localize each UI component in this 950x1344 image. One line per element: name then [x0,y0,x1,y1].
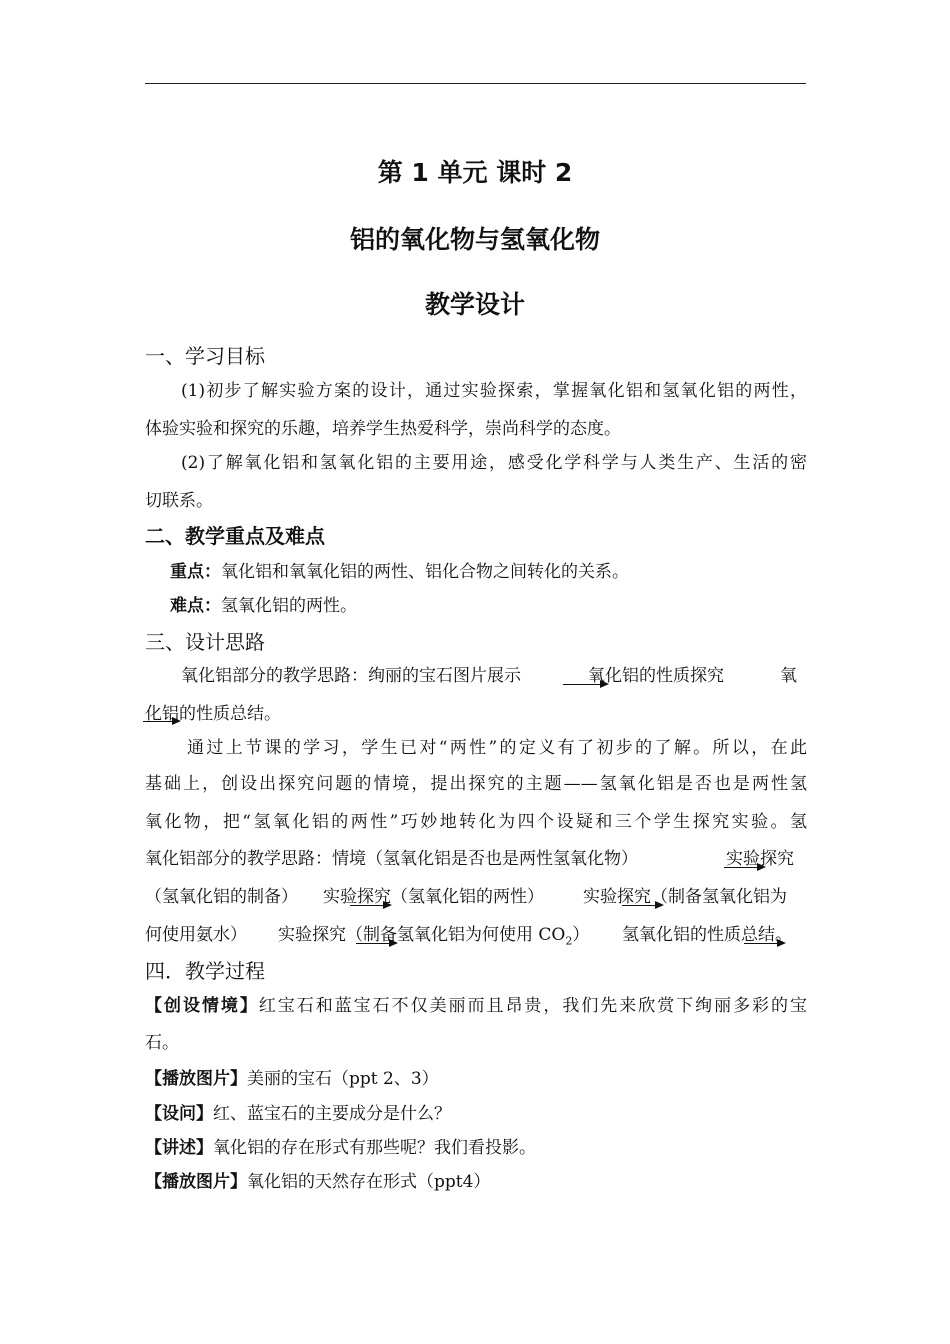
process-item-2-label: 【播放图片】 [145,1069,247,1089]
key-point-line [170,560,832,584]
key-point-label: 重点： [170,562,221,582]
design-paragraph-line-4b: 实验探究 [726,849,794,869]
design-paragraph-line-2: 基础上，创设出探究问题的情境，提出探究的主题——氢氧化铝是否也是两性氢 [145,774,807,794]
process-item-4 [145,1136,807,1160]
design-paragraph-line-5a: （氢氧化铝的制备） [145,887,298,907]
flow-arrow-3 [724,867,764,868]
title-topic: 铝的氧化物与氢氧化物 [349,225,600,254]
alumina-approach-line-2: 化铝的性质总结。 [145,704,281,724]
process-item-4-text: 氧化铝的存在形式有那些呢？我们看投影。 [213,1138,536,1158]
objective-1-line-1: (1)初步了解实验方案的设计，通过实验探索，掌握氧化铝和氢氧化铝的两性， [181,381,807,401]
design-paragraph-line-5b: 实验探究（氢氧化铝的两性） [323,887,544,907]
flow-arrow-4 [350,905,390,906]
objective-2-line-1: (2)了解氧化铝和氢氧化铝的主要用途，感受化学科学与人类生产、生活的密 [181,453,807,473]
flow-arrow-6 [356,943,396,944]
design-paragraph-line-5c: 实验探究（制备氢氧化铝为 [583,887,787,907]
design-paragraph-line-6d: 氢氧化铝的性质总结。 [622,925,792,945]
difficulty-text: 氢氧化铝的两性。 [221,596,357,616]
alumina-approach-part-b: 氧化铝的性质探究 [588,666,724,686]
design-paragraph-line-6a: 何使用氨水） [145,925,247,945]
section-heading-design: 三、设计思路 [145,630,265,654]
header-rule [145,83,806,84]
process-item-5-text: 氧化铝的天然存在形式（ppt4） [247,1172,491,1192]
design-paragraph-line-6b-text: 实验探究（制备氢氧化铝为何使用 CO [278,925,566,945]
alumina-approach-part-c: 氧 [780,666,797,686]
flow-arrow-5 [622,905,662,906]
flow-arrow-2 [143,721,179,722]
section-heading-objectives: 一、学习目标 [145,344,265,368]
design-paragraph-line-6b [278,923,589,953]
process-item-1-label: 【创设情境】 [145,996,259,1016]
design-paragraph-line-3: 氧化物，把“氢氧化铝的两性”巧妙地转化为四个设疑和三个学生探究实验。氢 [145,812,807,832]
process-item-3-label: 【设问】 [145,1104,213,1124]
process-item-3-text: 红、蓝宝石的主要成分是什么？ [213,1104,451,1124]
flow-arrow-7 [744,943,784,944]
process-item-3 [145,1102,807,1126]
co2-subscript: 2 [565,934,573,948]
design-paragraph-line-4a: 氧化铝部分的教学思路：情境（氢氧化铝是否也是两性氢氧化物） [145,849,638,869]
alumina-approach-part-a: 氧化铝部分的教学思路：绚丽的宝石图片展示 [181,666,521,686]
process-item-2-text: 美丽的宝石（ppt 2、3） [247,1069,439,1089]
design-paragraph-line-6c-text: ） [572,925,590,945]
process-item-1-text: 红宝石和蓝宝石不仅美丽而且昂贵，我们先来欣赏下绚丽多彩的宝 [258,996,808,1016]
process-item-2 [145,1067,807,1091]
difficulty-line [170,594,832,618]
objective-2-line-2: 切联系。 [145,491,213,511]
key-point-text: 氧化铝和氧氧化铝的两性、铝化合物之间转化的关系。 [221,562,629,582]
objective-1-line-2: 体验实验和探究的乐趣，培养学生热爱科学，崇尚科学的态度。 [145,419,621,439]
section-heading-process: 四．教学过程 [145,959,265,983]
process-item-5-label: 【播放图片】 [145,1172,247,1192]
process-item-1 [145,994,807,1018]
process-item-4-label: 【讲述】 [145,1138,213,1158]
process-item-5 [145,1170,807,1194]
design-paragraph-line-1: 通过上节课的学习，学生已对“两性”的定义有了初步的了解。所以，在此 [187,738,807,758]
title-unit-lesson: 第 1 单元 课时 2 [377,158,573,187]
difficulty-label: 难点： [170,596,221,616]
process-item-1-continued [145,1031,807,1055]
title-doc-type: 教学设计 [424,290,525,319]
section-heading-key-points: 二、教学重点及难点 [145,524,325,548]
process-item-1-continued-text: 石。 [145,1033,179,1053]
flow-arrow-1 [563,684,607,685]
